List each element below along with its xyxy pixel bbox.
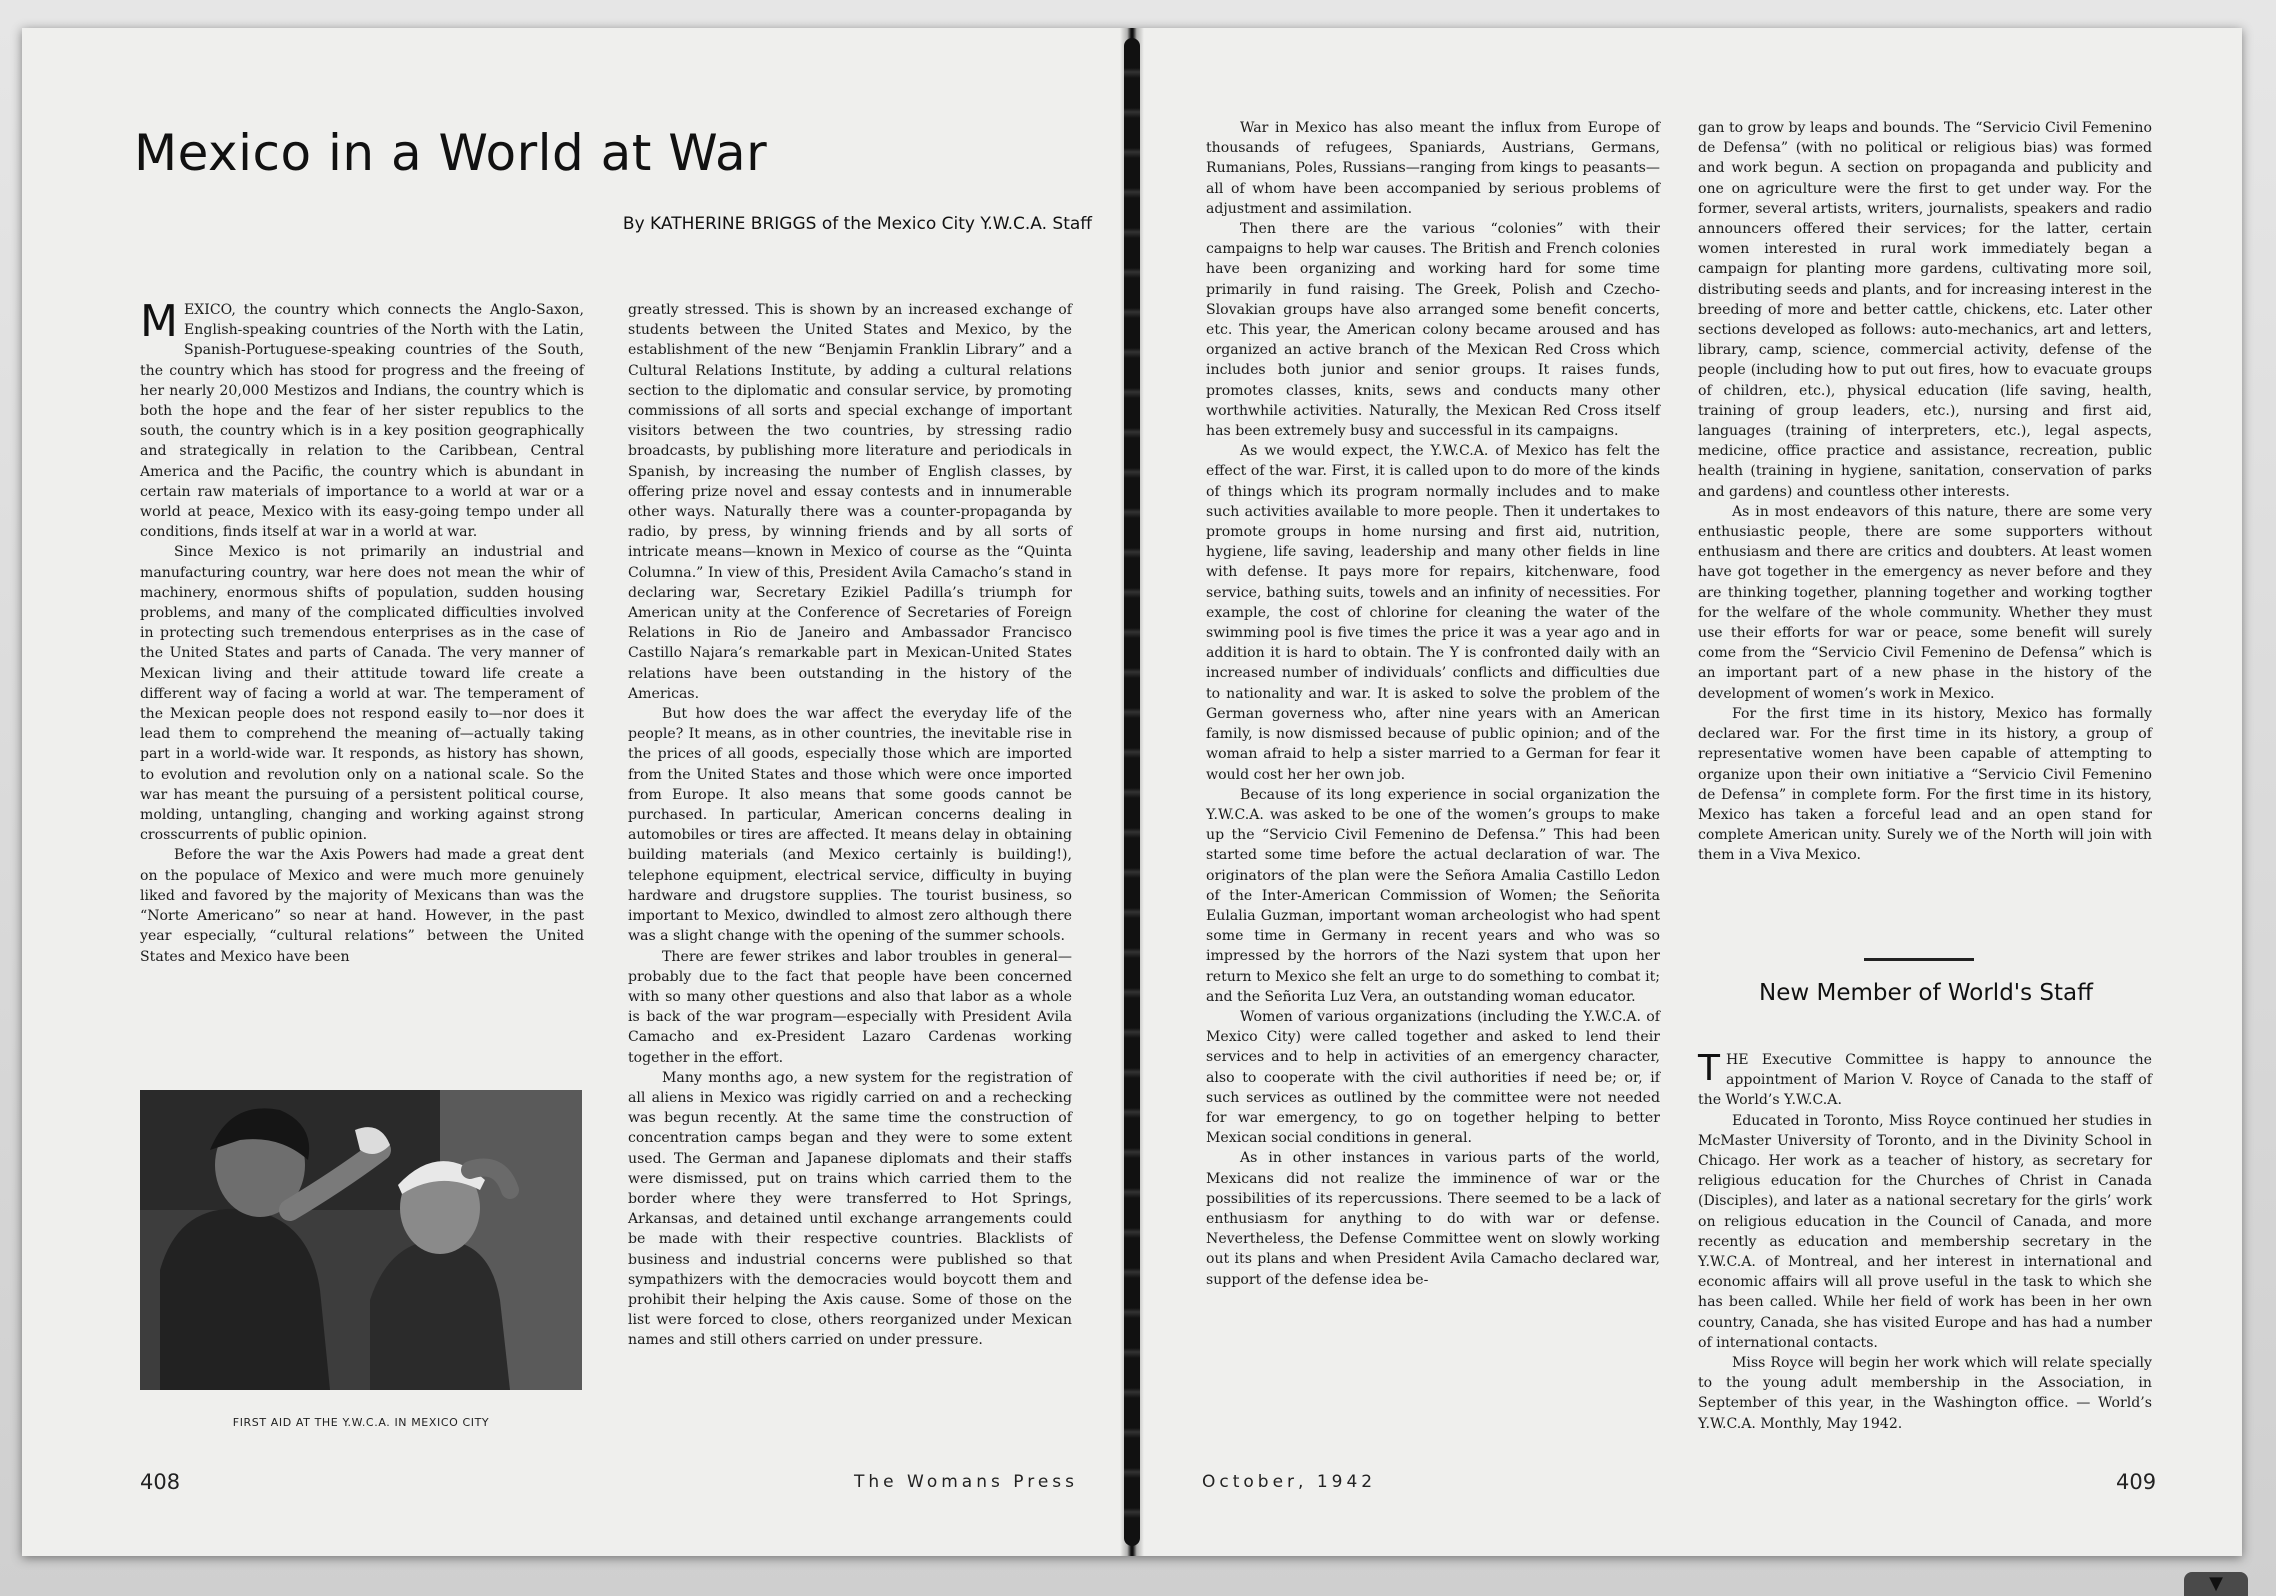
- chevron-down-icon[interactable]: ▼: [2184, 1572, 2248, 1596]
- paragraph: There are fewer strikes and labor troubles in general—probably due to the fact that people have been concerned with so many other questions and also that labor as a whole is back of the war program—especially with President Avila Camacho and ex-President Lazaro Cardenas working together in the effort.: [628, 948, 1072, 1066]
- photo-first-aid: [140, 1090, 582, 1390]
- section-rule: [1864, 958, 1974, 961]
- page-408: [22, 28, 1126, 1556]
- column-1: [140, 296, 584, 967]
- paragraph: Women of various organizations (including the Y.W.C.A. of Mexico City) were called together and asked to lend their services and to help in activities of an emergency character, also to cooperate with the civil authorities if need be; or, if such services as outlined by the committee were not needed for war emergency, to go on together helping to better Mexican social conditions in general.: [1206, 1008, 1660, 1147]
- photo-illustration: [140, 1090, 582, 1390]
- magazine-spread: [22, 28, 2242, 1556]
- paragraph: Since Mexico is not primarily an industrial and manufacturing country, war here does not mean the whir of machinery, enormous shifts of population, sudden housing problems, and many of the complicated difficulties involved in protecting such tremendous enterprises as in the case of the United States and parts of Canada. The very manner of Mexican living and their attitude toward life create a different way of facing a world at war. The temperament of the Mexican people does not respond easily to—nor does it lead them to comprehend the meaning of—actually taking part in a world-wide war. It responds, as history has shown, to evolution and revolution only on a national scale. So the war has meant the pursuing of a persistent political course, molding, untangling, changing and working against strong crosscurrents of public opinion.: [140, 544, 584, 844]
- paragraph: [140, 296, 584, 542]
- dropcap: T: [1698, 1048, 1720, 1089]
- photo-caption: FIRST AID AT THE Y.W.C.A. IN MEXICO CITY: [232, 1416, 490, 1429]
- article-title: Mexico in a World at War: [134, 124, 768, 182]
- paragraph: As in most endeavors of this nature, there are some very enthusiastic people, there are some supporters without enthusiasm and there are critics and doubters. At least women have got together in the emergency as never before and they are thinking together, planning together and working togther for the welfare of the whole community. Whether they must use their efforts for war or peace, some benefit will surely come from the “Servicio Civil Femenino de Defensa” which is an important part of a new phase in the history of the development of women’s work in Mexico.: [1698, 503, 2152, 702]
- paragraph: Then there are the various “colonies” with their campaigns to help war causes. The British and French colonies have been organizing and working hard for some time primarily in fund raising. The Greek, Polish and Czecho-Slovakian groups have also arranged some benefit concerts, etc. This year, the American colony became aroused and has organized an active branch of the Mexican Red Cross which includes both junior and senior groups. It raises funds, promotes classes, knits, sews and conducts many other worthwhile activities. Naturally, the Mexican Red Cross itself has been extremely busy and successful in its campaigns.: [1206, 221, 1660, 440]
- page-number-right: 409: [2116, 1470, 2157, 1494]
- running-footer-right: October, 1942: [1202, 1472, 1377, 1492]
- paragraph-text: EXICO, the country which connects the Anglo-Saxon, English-speaking countries of the North with the Latin, Spanish-Portuguese-speaking countries of the South, the country which has stood for progress and the freeing of her nearly 20,000 Mestizos and Indians, the country which is both the hope and the fear of her sister republics to the south, the country which is in a key position geographically and strategically in relation to the Caribbean, Central America and the Pacific, the country which is abundant in certain raw materials of importance to a world at war or a world at peace, Mexico with its easy-going tempo under all conditions, finds itself at war in a world at war.: [140, 302, 584, 541]
- paragraph: As we would expect, the Y.W.C.A. of Mexico has felt the effect of the war. First, it is called upon to do more of the kinds of things which its program normally includes and to make such activities available to more people. Then it undertakes to promote groups in home nursing and first aid, nutrition, hygiene, life saving, leadership and many other fields in line with defense. It pays more for repairs, kitchenware, food service, bathing suits, towels and an infinity of necessities. For example, the cost of chlorine for cleaning the water of the swimming pool is five times the price it was a year ago and in addition it is hard to obtain. The Y is confronted daily with an increased number of individuals’ conflicts and difficulties due to nationality and war. It is asked to solve the problem of the German governess who, after nine years with an American family, is now dismissed because of public opinion; and of the woman afraid to help a sister married to a German for fear it would cost her her own job.: [1206, 443, 1660, 783]
- paragraph: War in Mexico has also meant the influx from Europe of thousands of refugees, Spaniards, Austrians, Germans, Rumanians, Poles, Russians—ranging from kings to peasants—all of whom have been accompanied by serious problems of adjustment and assimilation.: [1206, 120, 1660, 217]
- column-4: [1698, 118, 2152, 866]
- paragraph: Because of its long experience in social organization the Y.W.C.A. was asked to be one of the women’s groups to make up the “Servicio Civil Femenino de Defensa.” This had been started some time before the actual declaration of war. The originators of the plan were the Señora Amalia Castillo Ledon of the Inter-American Commission of Women; the Señorita Eulalia Guzman, important woman archeologist who had spent some time in Germany in recent years and who was so impressed by the horrors of the Nazi system that upon her return to Mexico she felt an urge to do something to combat it; and the Señorita Luz Vera, an outstanding woman educator.: [1206, 786, 1660, 1005]
- paragraph: greatly stressed. This is shown by an increased exchange of students between the United States and Mexico, by the establishment of the new “Benjamin Franklin Library” and a Cultural Relations Institute, by adding a cultural relations section to the diplomatic and consular service, by promoting commissions of all sorts and special exchange of important visitors between the two countries, by stressing radio broadcasts, by publishing more literature and periodicals in Spanish, by increasing the number of English classes, by offering prize novel and essay contests and in innumerable other ways. Naturally there was a counter-propaganda by radio, by press, by winning friends and by all sorts of intricate means—known in Mexico of course as the “Quinta Columna.” In view of this, President Avila Camacho’s stand in declaring war, Secretary Ezikiel Padilla’s triumph for American unity at the Conference of Secretaries of Foreign Relations in Rio de Janeiro and Ambassador Francisco Castillo Najara’s remarkable part in Mexican-United States relations have been outstanding in the history of the Americas.: [628, 302, 1072, 702]
- paragraph: Before the war the Axis Powers had made a great dent on the populace of Mexico and were much more genuinely liked and favored by the majority of Mexicans than was the “Norte Americano” so near at hand. However, in the past year especially, “cultural relations” between the United States and Mexico have been: [140, 847, 584, 965]
- paragraph: But how does the war affect the everyday life of the people? It means, as in other countries, the inevitable rise in the prices of all goods, especially those which are imported from the United States and those which were once imported from Europe. It also means that some goods cannot be purchased. In particular, American concerns dealing in automobiles or tires are affected. It means delay in obtaining building materials (and Mexico certainly is building!), telephone equipment, electrical service, difficulty in buying hardware and drugstore supplies. The tourist business, so important to Mexico, dwindled to almost zero although there was a slight change with the opening of the summer schools.: [628, 706, 1072, 945]
- paragraph-text: HE Executive Committee is happy to announce the appointment of Marion V. Royce of Canada to the staff of the World’s Y.W.C.A.: [1698, 1052, 2152, 1109]
- paragraph: Many months ago, a new system for the registration of all aliens in Mexico was rigidly carried on and a rechecking was begun recently. At the same time the construction of concentration camps began and they were to some extent used. The German and Japanese diplomats and their staffs were dismissed, put on trains which carried them to the border where they were transferred to Hot Springs, Arkansas, and detained until exchange arrangements could be made with their respective countries. Blacklists of business and industrial concerns were published so that sympathizers with the democracies would boycott them and prohibit their helping the Axis cause. Some of those on the list were forced to close, others reorganized under Mexican names and still others carried on under pressure.: [628, 1069, 1072, 1349]
- paragraph: For the first time in its history, Mexico has formally declared war. For the first time in its history, a group of representative women have been capable of attempting to organize upon their own initiative a “Servicio Civil Femenino de Defensa” in complete form. For the first time in its history, Mexico has taken a forceful lead and an open stand for complete American unity. Surely we of the North will join with them in a Viva Mexico.: [1698, 705, 2152, 864]
- sidebar-new-member: [1698, 1050, 2152, 1434]
- page-409: [1138, 28, 2242, 1556]
- dropcap: M: [140, 296, 178, 347]
- article-byline: By KATHERINE BRIGGS of the Mexico City Y.W.C.A. Staff: [622, 214, 1092, 234]
- running-footer-left: The Womans Press: [854, 1472, 1078, 1492]
- paragraph: Miss Royce will begin her work which will relate specially to the young adult membership in the Association, in September of this year, in the Washington office. — World’s Y.W.C.A. Monthly, May 1942.: [1698, 1355, 2152, 1432]
- paragraph: Educated in Toronto, Miss Royce continued her studies in McMaster University of Toronto, and in the Divinity School in Chicago. Her work as a teacher of history, as secretary for religious education for the Churches of Christ in Canada (Disciples), and later as a national secretary for the girls’ work on religious education in the Council of Canada, and more recently as education and membership secretary in the Y.W.C.A. of Montreal, and her interest in international and economic affairs will all prove useful in the task to which she has been called. While her field of work has been in her own country, Canada, she has visited Europe and has had a number of international contacts.: [1698, 1112, 2152, 1351]
- paragraph: gan to grow by leaps and bounds. The “Servicio Civil Femenino de Defensa” (with no political or religious bias) was formed and work begun. A section on propaganda and publicity and one on agriculture were the first to get under way. For the former, several artists, writers, journalists, speakers and radio announcers offered their services; for the latter, certain women interested in rural work immediately began a campaign for planting more gardens, cultivating more soil, distributing seeds and plants, and for increasing interest in the breeding of more and better cattle, chickens, etc. Later other sections developed as follows: auto-mechanics, art and letters, library, camp, science, commercial activity, defense of the people (including how to put out fires, how to evacuate groups of children, etc.), physical education (life saving, health, training of group leaders, etc.), nursing and first aid, languages (training of interpreters, etc.), legal aspects, medicine, office practice and assistance, recreation, public health (training in hygiene, sanitation, conservation of parks and gardens) and countless other interests.: [1698, 120, 2152, 500]
- column-2: [628, 300, 1072, 1351]
- paragraph: As in other instances in various parts of the world, Mexicans did not realize the imminence of war or the possibilities of its repercussions. There seemed to be a lack of enthusiasm for anything to do with war or defense. Nevertheless, the Defense Committee went on slowly working out its plans and when President Avila Camacho declared war, support of the defense idea be-: [1206, 1150, 1660, 1288]
- column-3: [1206, 118, 1660, 1290]
- page-number-left: 408: [140, 1470, 181, 1494]
- paragraph: [1698, 1050, 2152, 1111]
- sidebar-heading: New Member of World's Staff: [1759, 980, 2093, 1006]
